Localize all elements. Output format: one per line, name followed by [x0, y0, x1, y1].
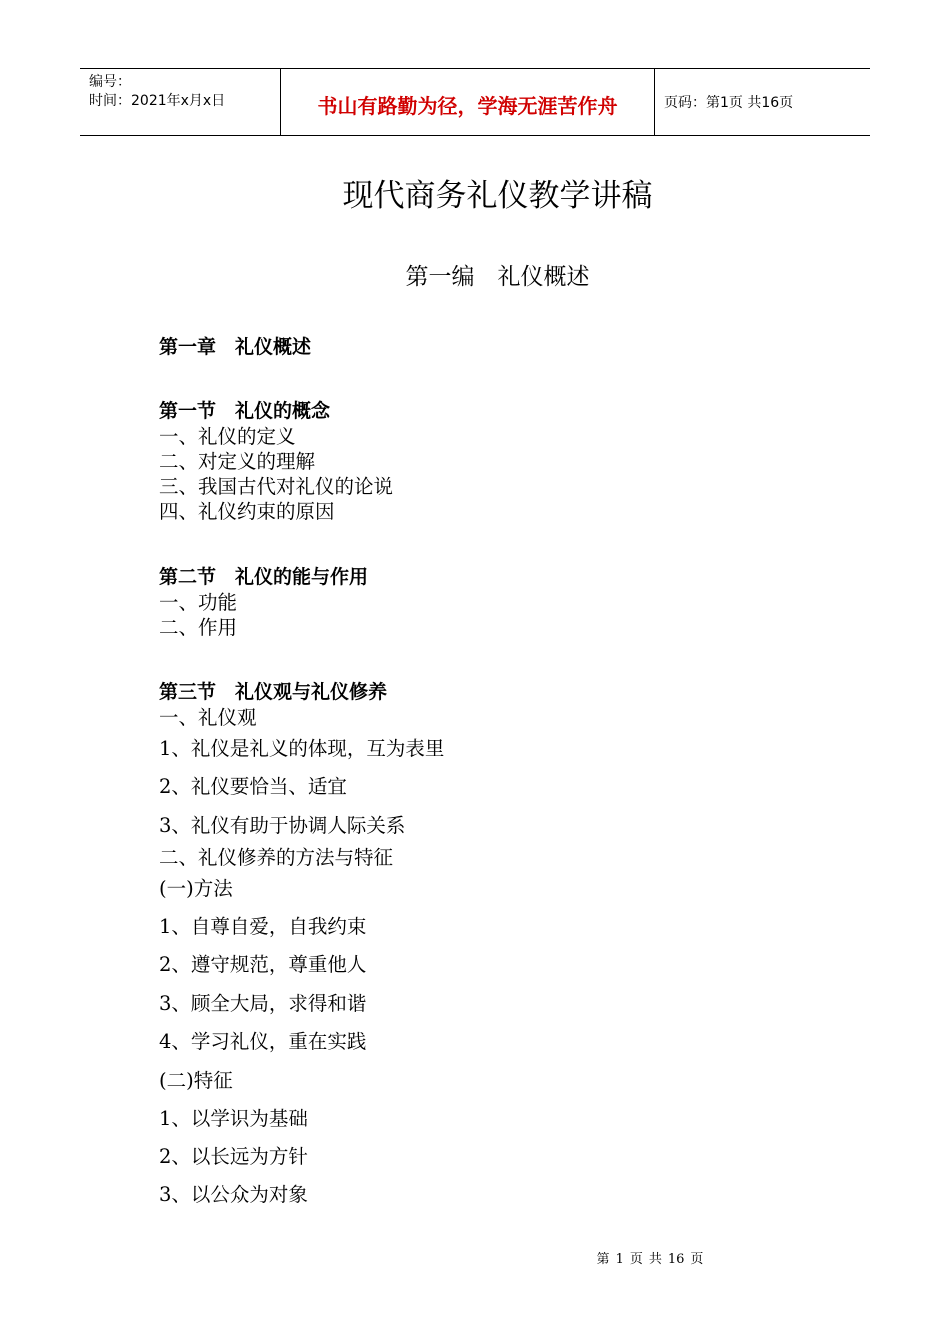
header-meta-cell	[80, 69, 281, 135]
outline-item: 四、礼仪约束的原因	[159, 500, 335, 523]
footer-prefix: 第	[596, 1252, 610, 1267]
footer-suffix: 页	[690, 1252, 704, 1267]
section-heading: 第二节 礼仪的能与作用	[159, 566, 369, 588]
footer-page-word: 页	[629, 1252, 643, 1267]
header-page-info: 页码：第1页 共16页	[664, 95, 794, 111]
part-title: 第一编 礼仪概述	[405, 264, 590, 290]
document-title: 现代商务礼仪教学讲稿	[342, 178, 653, 214]
footer-total-word: 共	[648, 1252, 662, 1267]
outline-item: 1、以学识为基础	[159, 1107, 308, 1130]
outline-item: 二、礼仪修养的方法与特征	[159, 846, 394, 869]
outline-item: 3、礼仪有助于协调人际关系	[159, 814, 406, 837]
section-heading: 第三节 礼仪观与礼仪修养	[159, 681, 388, 703]
outline-item: 二、作用	[159, 616, 238, 639]
outline-item: 一、礼仪的定义	[159, 425, 296, 448]
footer-total-pages: 16	[667, 1252, 685, 1267]
outline-item: 4、学习礼仪，重在实践	[159, 1030, 367, 1053]
outline-item: 三、我国古代对礼仪的论说	[159, 475, 394, 498]
outline-item: 1、自尊自爱，自我约束	[159, 915, 367, 938]
outline-item: 3、以公众为对象	[159, 1183, 308, 1206]
page-footer	[0, 1248, 950, 1267]
outline-item: 2、以长远为方针	[159, 1145, 308, 1168]
outline-item: 一、礼仪观	[159, 706, 257, 729]
outline-item: 一、功能	[159, 591, 238, 614]
outline-item: 1、礼仪是礼义的体现，互为表里	[159, 737, 445, 760]
footer-current-page: 1	[615, 1252, 624, 1267]
header-motto: 书山有路勤为径，学海无涯苦作舟	[281, 69, 655, 135]
outline-item: 2、遵守规范，尊重他人	[159, 953, 367, 976]
outline-item: 3、顾全大局，求得和谐	[159, 992, 367, 1015]
section-heading: 第一节 礼仪的概念	[159, 400, 331, 422]
outline-item: (二)特征	[159, 1069, 233, 1092]
header-time-label: 时间：2021年x月x日	[89, 93, 226, 109]
outline-item: 2、礼仪要恰当、适宜	[159, 775, 347, 798]
outline-item: 二、对定义的理解	[159, 450, 316, 473]
page-header-table	[80, 68, 870, 136]
header-number-label: 编号：	[89, 74, 131, 90]
section-heading: 第一章 礼仪概述	[159, 336, 312, 358]
outline-item: (一)方法	[159, 877, 233, 900]
